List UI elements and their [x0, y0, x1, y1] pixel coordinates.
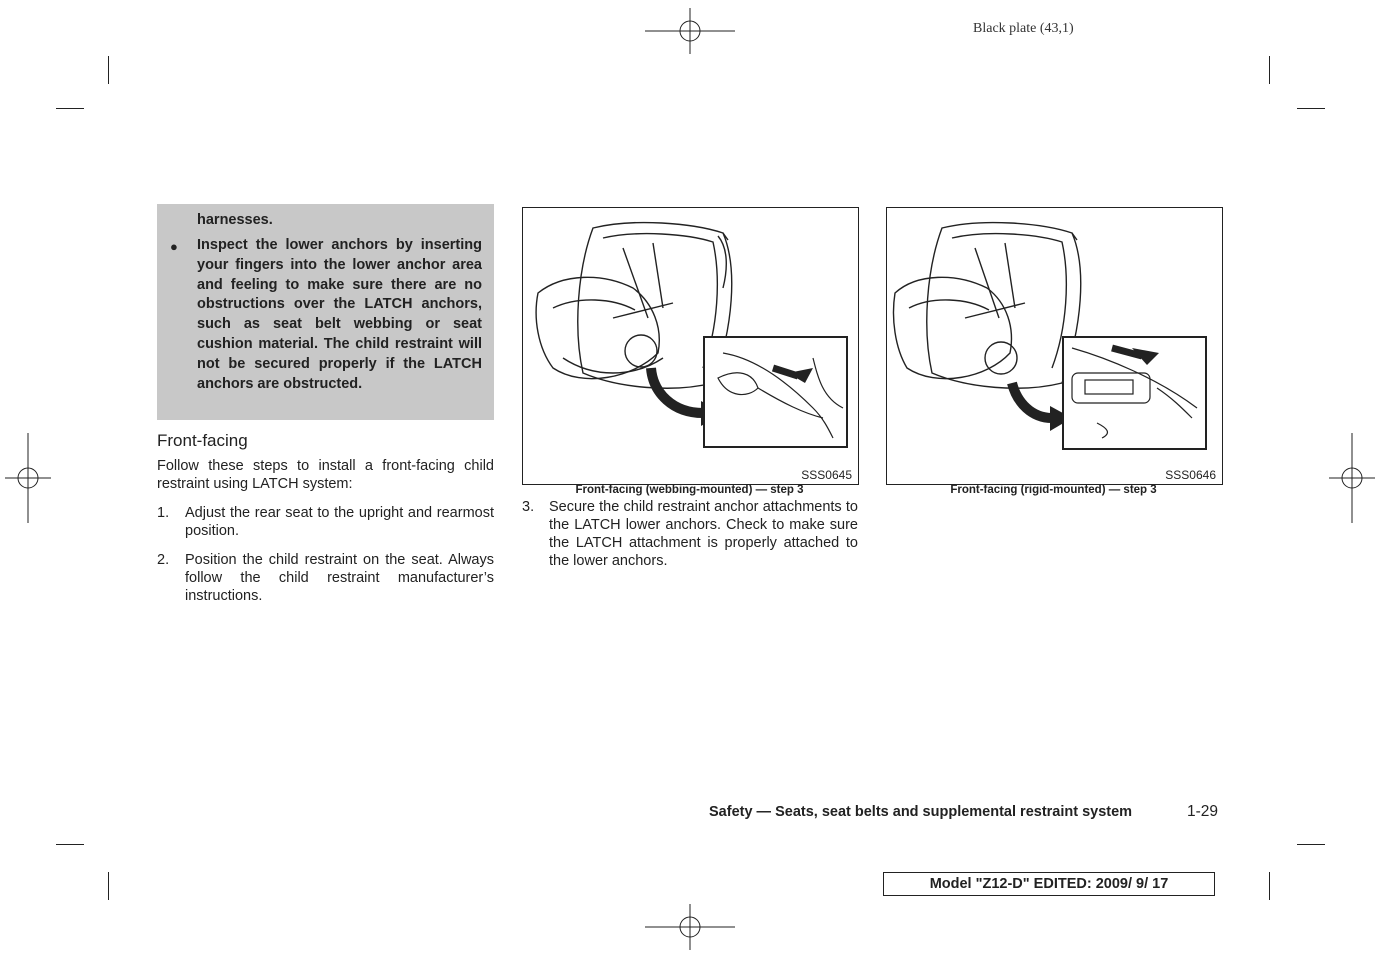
figure-code: SSS0645 — [801, 468, 852, 482]
step-number: 3. — [522, 499, 535, 515]
figure-rigid-mounted — [886, 207, 1223, 485]
figure-caption: Front-facing (rigid-mounted) — step 3 — [950, 484, 1157, 496]
crop-mark — [56, 108, 84, 109]
child-seat-illustration — [887, 208, 1222, 484]
step-text: Position the child restraint on the seat. Always follow the child restraint manufacturer’s instructions. — [185, 552, 494, 604]
step-number: 2. — [157, 552, 170, 568]
crop-mark — [1297, 108, 1325, 109]
warning-bullet-text: Inspect the lower anchors by inserting your fingers into the lower anchor area and feeling to make sure there are no obstructions over the LATCH anchors, such as seat belt webbing or seat cushion material. The child restraint will not be secured properly if the LATCH anchors are obstructed. — [197, 237, 482, 392]
registration-mark-top — [645, 8, 735, 54]
bullet-icon: ● — [170, 239, 178, 254]
figure-caption: Front-facing (webbing-mounted) — step 3 — [575, 484, 804, 496]
plate-label: Black plate (43,1) — [973, 21, 1074, 36]
section-heading: Front-facing — [157, 431, 248, 450]
crop-mark — [1297, 844, 1325, 845]
child-seat-illustration — [523, 208, 858, 484]
registration-mark-left — [5, 433, 51, 523]
figure-code: SSS0646 — [1165, 468, 1216, 482]
page-number: 1-29 — [1187, 803, 1219, 820]
step-text: Secure the child restraint anchor attachments to the LATCH lower anchors. Check to make sure the LATCH attachment is properly attached to the lower anchors. — [549, 499, 858, 569]
registration-mark-bottom — [645, 904, 735, 950]
crop-mark — [108, 56, 109, 84]
warning-continued-text: harnesses. — [197, 212, 273, 228]
footer-section-title: Safety — Seats, seat belts and supplemental restraint system — [709, 804, 1133, 820]
step-number: 1. — [157, 505, 170, 521]
registration-mark-right — [1329, 433, 1375, 523]
crop-mark — [1269, 872, 1270, 900]
crop-mark — [108, 872, 109, 900]
warning-box — [157, 204, 494, 420]
section-intro: Follow these steps to install a front-facing child restraint using LATCH system: — [157, 458, 494, 492]
crop-mark — [1269, 56, 1270, 84]
model-edit-line: Model "Z12-D" EDITED: 2009/ 9/ 17 — [883, 872, 1215, 896]
crop-mark — [56, 844, 84, 845]
figure-webbing-mounted — [522, 207, 859, 485]
step-text: Adjust the rear seat to the upright and rearmost position. — [185, 505, 494, 539]
